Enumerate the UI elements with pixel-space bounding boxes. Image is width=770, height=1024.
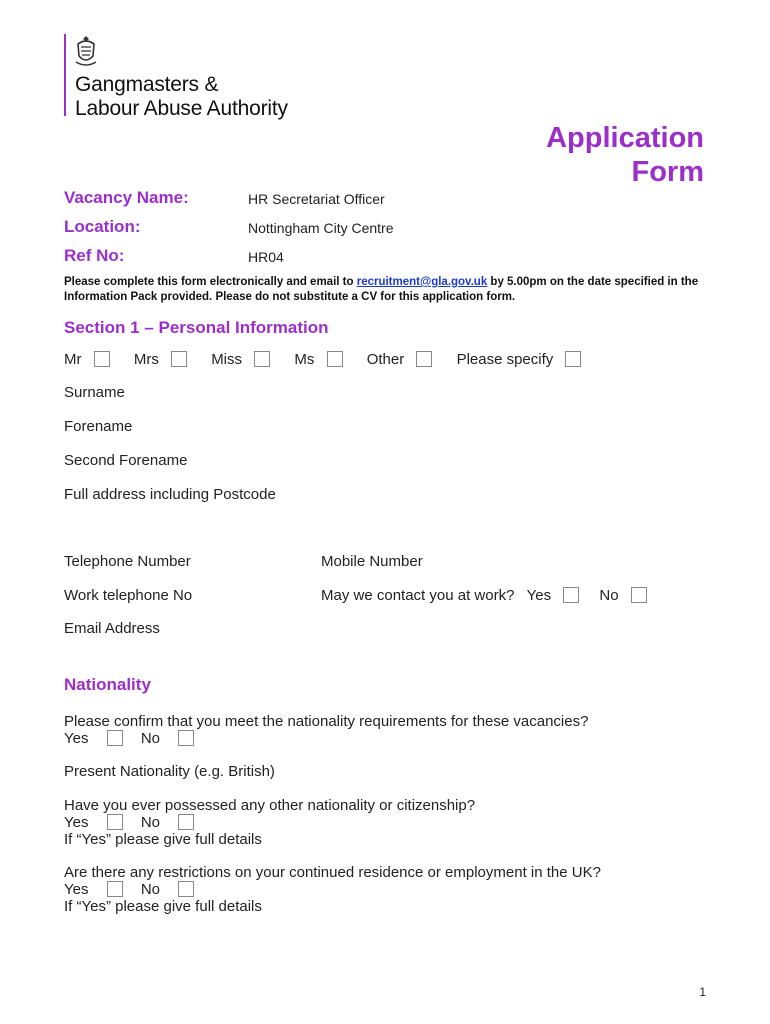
title-mr-checkbox[interactable] [94, 351, 110, 367]
title-miss-label: Miss [211, 351, 243, 368]
nationality-q2: Have you ever possessed any other nationality or citizenship? [64, 797, 476, 814]
instructions-text-end: by 5.00pm on the date specified in the Information Pack provided. Please do not substitute a CV for this application form. [64, 276, 699, 303]
page-number: 1 [699, 985, 706, 999]
title-options-row [64, 351, 581, 368]
surname-label: Surname [64, 384, 125, 401]
org-name-line2: Labour Abuse Authority [75, 97, 288, 120]
logo-bar [64, 34, 66, 116]
title-other-label: Other [366, 351, 405, 368]
second-forename-label: Second Forename [64, 452, 188, 469]
org-name-line1: Gangmasters & [75, 73, 219, 96]
title-other-checkbox[interactable] [416, 351, 432, 367]
q3-no-checkbox[interactable] [178, 881, 194, 897]
nationality-q1-answers [64, 730, 194, 747]
title-specify-checkbox[interactable] [565, 351, 581, 367]
address-label: Full address including Postcode [64, 486, 276, 503]
contact-at-work-row [321, 587, 647, 604]
title-ms-label: Ms [294, 351, 315, 368]
nationality-q1: Please confirm that you meet the nationality requirements for these vacancies? [64, 713, 589, 730]
title-mrs-checkbox[interactable] [171, 351, 187, 367]
crest-logo-icon [72, 34, 100, 70]
email-label: Email Address [64, 620, 160, 637]
contact-work-yes-checkbox[interactable] [563, 587, 579, 603]
recruitment-email-link[interactable]: recruitment@gla.gov.uk [356, 276, 488, 288]
title-miss-checkbox[interactable] [254, 351, 270, 367]
ref-no-label: Ref No: [64, 246, 125, 265]
present-nationality-label: Present Nationality (e.g. British) [64, 763, 275, 780]
forename-label: Forename [64, 418, 133, 435]
contact-work-no-checkbox[interactable] [631, 587, 647, 603]
contact-work-yes-label: Yes [526, 587, 552, 604]
location-label: Location: [64, 217, 141, 236]
q1-no-checkbox[interactable] [178, 730, 194, 746]
form-title-line2: Form [631, 156, 704, 188]
contact-at-work-label: May we contact you at work? [321, 587, 515, 604]
q3-no-label: No [140, 881, 161, 898]
q2-yes-checkbox[interactable] [107, 814, 123, 830]
nationality-q3-answers [64, 881, 194, 898]
title-mr-label: Mr [64, 351, 82, 368]
work-telephone-label: Work telephone No [64, 587, 193, 604]
location-value: Nottingham City Centre [248, 220, 394, 236]
section1-heading: Section 1 – Personal Information [64, 318, 329, 337]
q2-no-checkbox[interactable] [178, 814, 194, 830]
q2-if-yes-details: If “Yes” please give full details [64, 831, 262, 848]
nationality-q2-answers [64, 814, 194, 831]
form-title-line1: Application [546, 122, 704, 154]
instructions-text [64, 275, 704, 305]
mobile-label: Mobile Number [321, 553, 423, 570]
title-specify-label: Please specify [456, 351, 554, 368]
contact-work-no-label: No [599, 587, 619, 604]
q2-no-label: No [140, 814, 161, 831]
telephone-label: Telephone Number [64, 553, 191, 570]
q1-yes-checkbox[interactable] [107, 730, 123, 746]
instructions-text-start: Please complete this form electronically and email to [64, 276, 357, 288]
vacancy-name-label: Vacancy Name: [64, 188, 189, 207]
nationality-heading: Nationality [64, 675, 151, 694]
nationality-q3: Are there any restrictions on your continued residence or employment in the UK? [64, 864, 601, 881]
title-ms-checkbox[interactable] [327, 351, 343, 367]
q1-yes-label: Yes [64, 730, 89, 747]
q2-yes-label: Yes [64, 814, 89, 831]
q3-if-yes-details: If “Yes” please give full details [64, 898, 262, 915]
q1-no-label: No [140, 730, 161, 747]
vacancy-name-value: HR Secretariat Officer [248, 191, 385, 207]
q3-yes-label: Yes [64, 881, 89, 898]
q3-yes-checkbox[interactable] [107, 881, 123, 897]
title-mrs-label: Mrs [133, 351, 159, 368]
ref-no-value: HR04 [248, 249, 284, 265]
